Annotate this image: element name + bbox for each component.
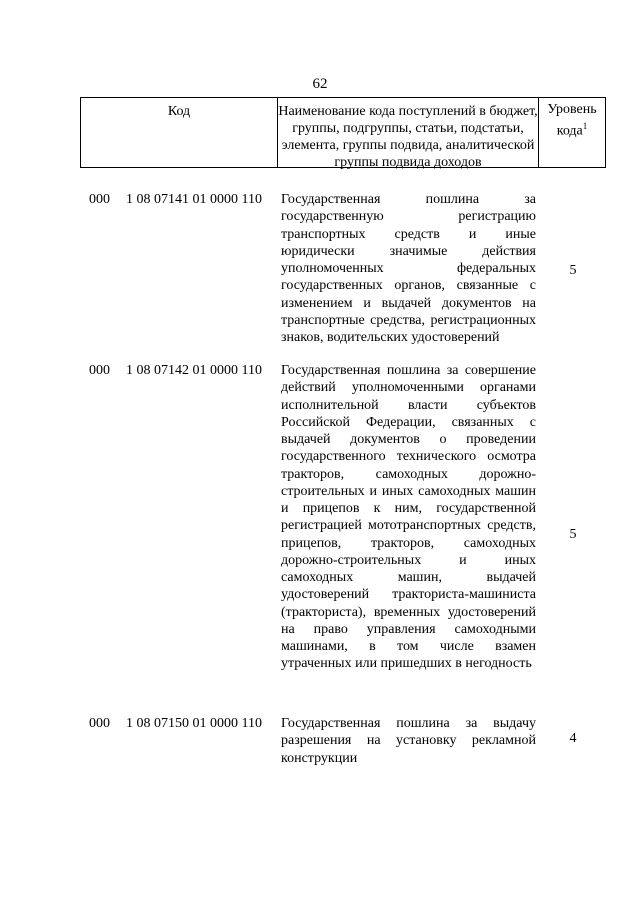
table-header — [80, 97, 606, 168]
row-name: Государственная пошлина за совершение действий уполномоченными органами исполнительной власти субъектов Российской Федерации, связанных с выдачей документов о проведении государственного технического осмотра тракторов, самоходных дорожно-строительных и иных самоходных машин и прицепов к ним, государственной регистрацией мототранспортных средств, прицепов, тракторов, самоходных дорожно-строительных и иных самоходных машин, выдачей удостоверений тракториста-машиниста (тракториста), временных удостоверений на право управления самоходными машинами, в том числе взамен утраченных или пришедших в негодность — [281, 363, 536, 672]
header-code: Код — [81, 98, 278, 167]
row-code: 1 08 07142 01 0000 110 — [126, 363, 262, 378]
header-level-label: Уровень кода — [547, 102, 597, 139]
header-level-footnote: 1 — [582, 121, 588, 131]
row-prefix: 000 — [89, 363, 110, 378]
header-level — [539, 98, 605, 167]
row-level: 4 — [569, 731, 577, 746]
row-level: 5 — [569, 263, 577, 278]
row-prefix: 000 — [89, 192, 110, 207]
row-prefix: 000 — [89, 716, 110, 731]
row-name: Государственная пошлина за государственную регистрацию транспортных средств и иные юридически значимые действия уполномоченных федеральных государственных органов, связанные с изменением и выдачей документов на транспортные средства, регистрационных знаков, водительских удостоверений — [281, 192, 536, 345]
row-level: 5 — [569, 527, 577, 542]
row-code: 1 08 07141 01 0000 110 — [126, 192, 262, 207]
header-name: Наименование кода поступлений в бюджет, группы, подгруппы, статьи, подстатьи, элемента, группы подвида, аналитической группы подвида доходов — [278, 98, 539, 167]
row-code: 1 08 07150 01 0000 110 — [126, 716, 262, 731]
row-name: Государственная пошлина за выдачу разрешения на установку рекламной конструкции — [281, 716, 536, 766]
page-number: 62 — [312, 76, 328, 92]
